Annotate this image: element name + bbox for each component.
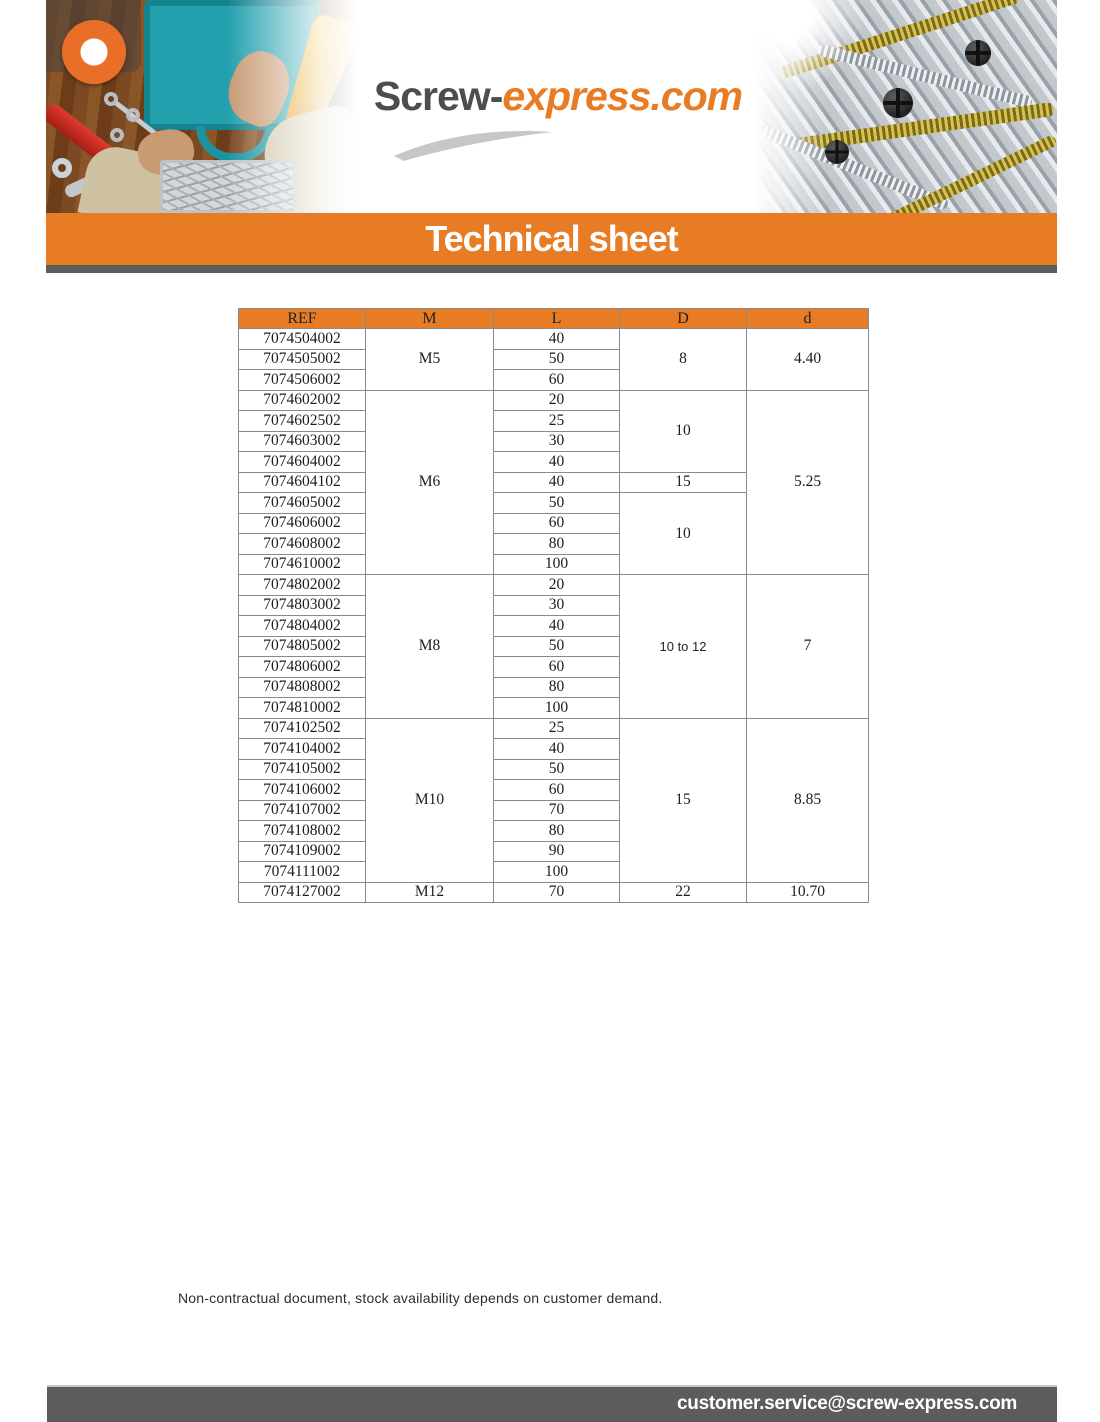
table-cell: 7074605002 bbox=[239, 493, 366, 514]
table-cell: M12 bbox=[366, 882, 494, 903]
table-cell: 7074603002 bbox=[239, 431, 366, 452]
table-cell: 70 bbox=[494, 800, 620, 821]
table-cell: 7074504002 bbox=[239, 329, 366, 350]
spec-table bbox=[238, 308, 869, 903]
table-cell: 50 bbox=[494, 759, 620, 780]
technical-sheet-banner bbox=[46, 213, 1057, 265]
column-header: D bbox=[620, 309, 747, 329]
table-cell: M10 bbox=[366, 718, 494, 882]
table-cell: 20 bbox=[494, 390, 620, 411]
table-cell: 7074111002 bbox=[239, 862, 366, 883]
table-row bbox=[239, 882, 869, 903]
table-cell: 100 bbox=[494, 554, 620, 575]
table-cell: 80 bbox=[494, 534, 620, 555]
table-cell: 7074106002 bbox=[239, 780, 366, 801]
photo-fade-overlay bbox=[755, 0, 1057, 213]
table-cell: 7074805002 bbox=[239, 636, 366, 657]
table-cell: 7074806002 bbox=[239, 657, 366, 678]
table-cell: 7074602002 bbox=[239, 390, 366, 411]
table-cell: 10 bbox=[620, 493, 747, 575]
table-cell: 40 bbox=[494, 329, 620, 350]
table-cell: 7074604102 bbox=[239, 472, 366, 493]
table-cell: 7074505002 bbox=[239, 349, 366, 370]
table-cell: 80 bbox=[494, 677, 620, 698]
table-row bbox=[239, 390, 869, 411]
table-cell: 60 bbox=[494, 657, 620, 678]
customer-service-email: customer.service@screw-express.com bbox=[677, 1393, 1017, 1414]
table-cell: 7074802002 bbox=[239, 575, 366, 596]
table-cell: 7074602502 bbox=[239, 411, 366, 432]
table-cell: 7074804002 bbox=[239, 616, 366, 637]
table-row bbox=[239, 718, 869, 739]
table-cell: 40 bbox=[494, 472, 620, 493]
table-cell: 60 bbox=[494, 370, 620, 391]
table-cell: 7074803002 bbox=[239, 595, 366, 616]
spec-table-container bbox=[238, 308, 869, 903]
table-cell: 7074107002 bbox=[239, 800, 366, 821]
table-cell: 7074109002 bbox=[239, 841, 366, 862]
table-cell: 40 bbox=[494, 452, 620, 473]
column-header: L bbox=[494, 309, 620, 329]
table-cell: M8 bbox=[366, 575, 494, 719]
table-cell: 7074604002 bbox=[239, 452, 366, 473]
table-cell: 100 bbox=[494, 862, 620, 883]
table-cell: 7074104002 bbox=[239, 739, 366, 760]
left-header-photo bbox=[46, 0, 358, 213]
disclaimer-note: Non-contractual document, stock availability depends on customer demand. bbox=[178, 1290, 663, 1306]
table-cell: 7 bbox=[747, 575, 869, 719]
logo-swoosh bbox=[390, 120, 555, 162]
table-cell: 7074808002 bbox=[239, 677, 366, 698]
table-cell: 90 bbox=[494, 841, 620, 862]
table-cell: 10.70 bbox=[747, 882, 869, 903]
table-cell: 22 bbox=[620, 882, 747, 903]
table-cell: 15 bbox=[620, 472, 747, 493]
table-cell: M5 bbox=[366, 329, 494, 391]
photo-fade-overlay bbox=[46, 0, 358, 213]
table-cell: 7074127002 bbox=[239, 882, 366, 903]
site-logo bbox=[358, 73, 758, 119]
table-cell: 10 to 12 bbox=[620, 575, 747, 719]
table-cell: 40 bbox=[494, 739, 620, 760]
table-cell: 8 bbox=[620, 329, 747, 391]
table-cell: 7074608002 bbox=[239, 534, 366, 555]
table-cell: 25 bbox=[494, 718, 620, 739]
table-header-row bbox=[239, 309, 869, 329]
table-cell: 60 bbox=[494, 513, 620, 534]
table-cell: 50 bbox=[494, 636, 620, 657]
table-cell: 10 bbox=[620, 390, 747, 472]
banner-underline-strip bbox=[46, 265, 1057, 273]
table-cell: 7074102502 bbox=[239, 718, 366, 739]
table-cell: 70 bbox=[494, 882, 620, 903]
table-cell: 7074610002 bbox=[239, 554, 366, 575]
table-cell: 4.40 bbox=[747, 329, 869, 391]
table-cell: 7074105002 bbox=[239, 759, 366, 780]
table-cell: 5.25 bbox=[747, 390, 869, 575]
table-cell: 7074108002 bbox=[239, 821, 366, 842]
table-cell: 15 bbox=[620, 718, 747, 882]
logo-gray-text: Screw- bbox=[373, 73, 503, 119]
table-cell: 50 bbox=[494, 493, 620, 514]
footer-bar bbox=[47, 1385, 1057, 1422]
table-cell: 30 bbox=[494, 595, 620, 616]
table-cell: 8.85 bbox=[747, 718, 869, 882]
table-cell: 40 bbox=[494, 616, 620, 637]
table-cell: 80 bbox=[494, 821, 620, 842]
table-cell: 7074606002 bbox=[239, 513, 366, 534]
table-row bbox=[239, 575, 869, 596]
table-cell: 60 bbox=[494, 780, 620, 801]
table-cell: 7074810002 bbox=[239, 698, 366, 719]
table-cell: M6 bbox=[366, 390, 494, 575]
column-header: M bbox=[366, 309, 494, 329]
table-cell: 25 bbox=[494, 411, 620, 432]
table-row bbox=[239, 329, 869, 350]
table-body bbox=[239, 329, 869, 903]
table-cell: 7074506002 bbox=[239, 370, 366, 391]
table-cell: 30 bbox=[494, 431, 620, 452]
banner-title: Technical sheet bbox=[425, 218, 678, 259]
table-cell: 20 bbox=[494, 575, 620, 596]
column-header: REF bbox=[239, 309, 366, 329]
right-header-photo bbox=[755, 0, 1057, 213]
column-header: d bbox=[747, 309, 869, 329]
table-cell: 100 bbox=[494, 698, 620, 719]
logo-orange-text: express.com bbox=[502, 73, 743, 119]
table-cell: 50 bbox=[494, 349, 620, 370]
